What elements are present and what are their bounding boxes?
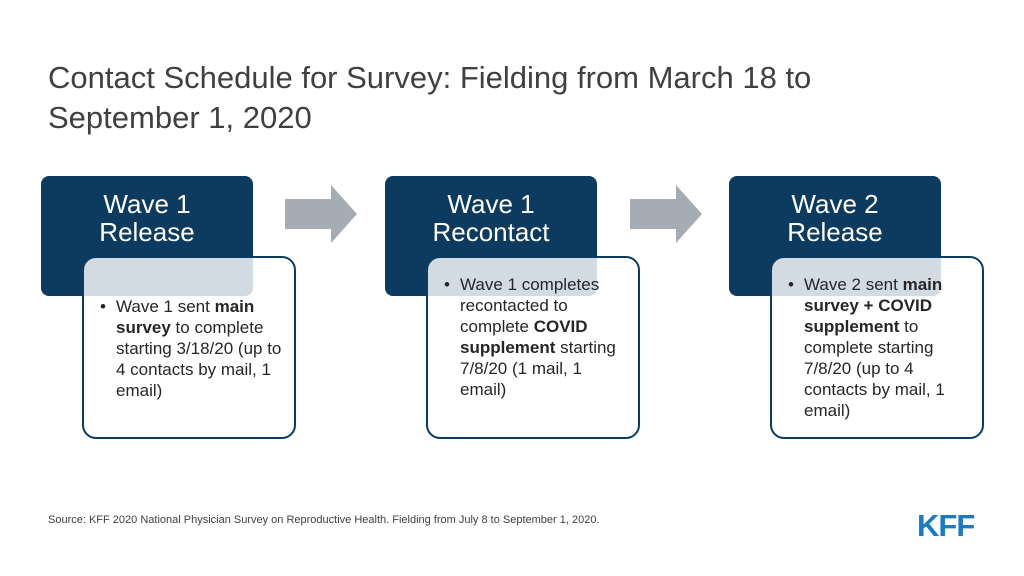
stage-wave1-release: [41, 176, 299, 446]
detail-text: to complete starting 7/8/20 (up to 4 contacts by mail, 1 email): [804, 317, 945, 420]
kff-logo: KFF: [917, 508, 975, 543]
right-arrow-icon: [630, 185, 702, 243]
stage-detail-box: [770, 256, 984, 439]
detail-emphasis: main survey + COVID supplement: [804, 275, 943, 336]
detail-text: to complete starting 3/18/20 (up to 4 contacts by mail, 1 email): [116, 318, 282, 400]
stage-detail-bullet: [98, 296, 282, 401]
stage-header-line2: Release: [787, 217, 883, 247]
source-note: Source: KFF 2020 National Physician Survey on Reproductive Health. Fielding from July 8 to September 1, 2020.: [48, 514, 600, 526]
stage-detail-bullet: [442, 274, 626, 400]
stage-wave1-recontact: [385, 176, 643, 446]
detail-text: Wave 2 sent: [804, 275, 903, 294]
stage-header-line1: Wave 1: [447, 189, 535, 219]
stage-header-line1: Wave 2: [791, 189, 879, 219]
stage-wave2-release: [729, 176, 987, 446]
right-arrow-icon: [285, 185, 357, 243]
detail-text: Wave 1 completes recontacted to complete: [460, 275, 600, 336]
stage-detail-bullet: [786, 274, 970, 421]
stage-header-line2: Release: [99, 217, 195, 247]
detail-text: Wave 1 sent: [116, 297, 215, 316]
detail-emphasis: COVID supplement: [460, 317, 588, 357]
stage-detail-box: [82, 256, 296, 439]
stage-header-line1: Wave 1: [103, 189, 191, 219]
detail-emphasis: main survey: [116, 297, 255, 337]
detail-text: starting 7/8/20 (1 mail, 1 email): [460, 338, 616, 399]
stage-header-line2: Recontact: [432, 217, 550, 247]
stage-detail-box: [426, 256, 640, 439]
page-title: Contact Schedule for Survey: Fielding from March 18 to September 1, 2020: [48, 60, 812, 135]
